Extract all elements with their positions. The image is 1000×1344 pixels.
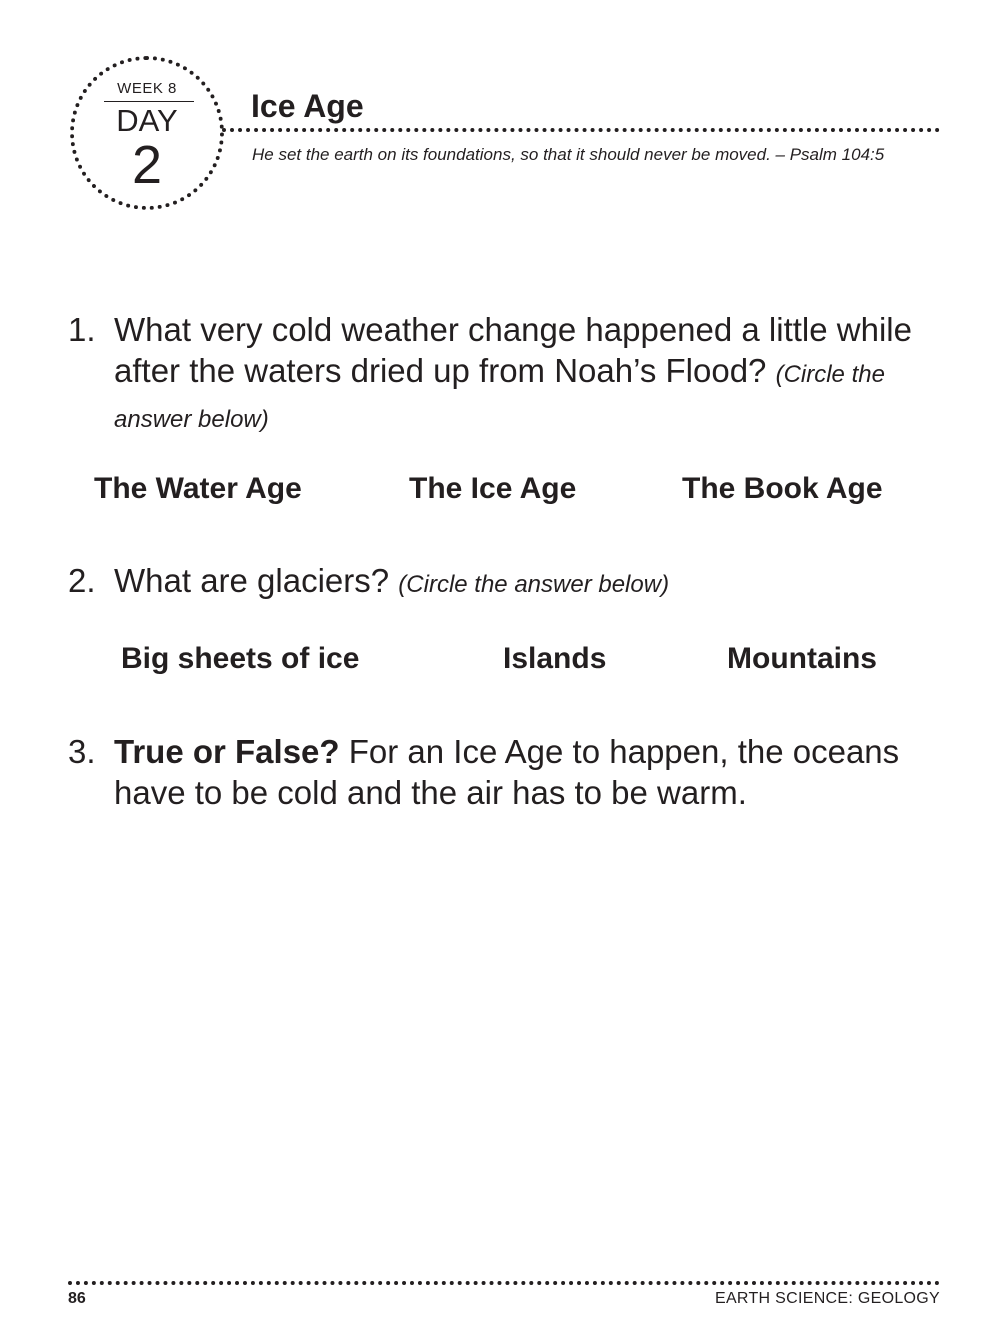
page-title: Ice Age — [251, 88, 364, 124]
day-label: DAY — [116, 103, 178, 138]
question-number: 3. — [68, 733, 96, 770]
instruction-note: (Circle the answer below) — [398, 571, 670, 598]
answer-option[interactable]: The Water Age — [94, 472, 302, 505]
question-text: True or False? For an Ice Age to happen, the oceans have to be cold and the air has to be warm. — [114, 733, 900, 811]
day-number: 2 — [131, 135, 163, 195]
header-divider — [222, 128, 940, 132]
question-number: 1. — [68, 311, 96, 348]
scripture-verse: He set the earth on its foundations, so that it should never be moved. – Psalm 104:5 — [252, 145, 885, 164]
week-label: WEEK 8 — [117, 80, 177, 97]
book-title: EARTH SCIENCE: GEOLOGY — [714, 1290, 940, 1307]
day-badge — [70, 56, 224, 210]
answer-option[interactable]: The Book Age — [682, 472, 883, 505]
answer-option[interactable]: Mountains — [727, 642, 877, 675]
question-1 — [68, 309, 948, 440]
page-number: 86 — [68, 1290, 86, 1307]
answer-option[interactable]: The Ice Age — [409, 472, 577, 505]
answer-option[interactable]: Islands — [503, 642, 607, 675]
answer-option[interactable]: Big sheets of ice — [121, 642, 360, 675]
question-2 — [68, 560, 948, 605]
true-false-label: True or False? — [114, 733, 340, 770]
footer-divider — [68, 1281, 940, 1285]
question-text: What very cold weather change happened a little while after the waters dried up from Noah’s Flood? (Circle the answer below) — [114, 311, 912, 433]
instruction-note: (Circle the answer below) — [114, 361, 885, 433]
question-text: What are glaciers? (Circle the answer below) — [114, 562, 670, 599]
badge-divider — [104, 101, 194, 102]
question-3 — [68, 731, 948, 813]
question-number: 2. — [68, 562, 96, 599]
